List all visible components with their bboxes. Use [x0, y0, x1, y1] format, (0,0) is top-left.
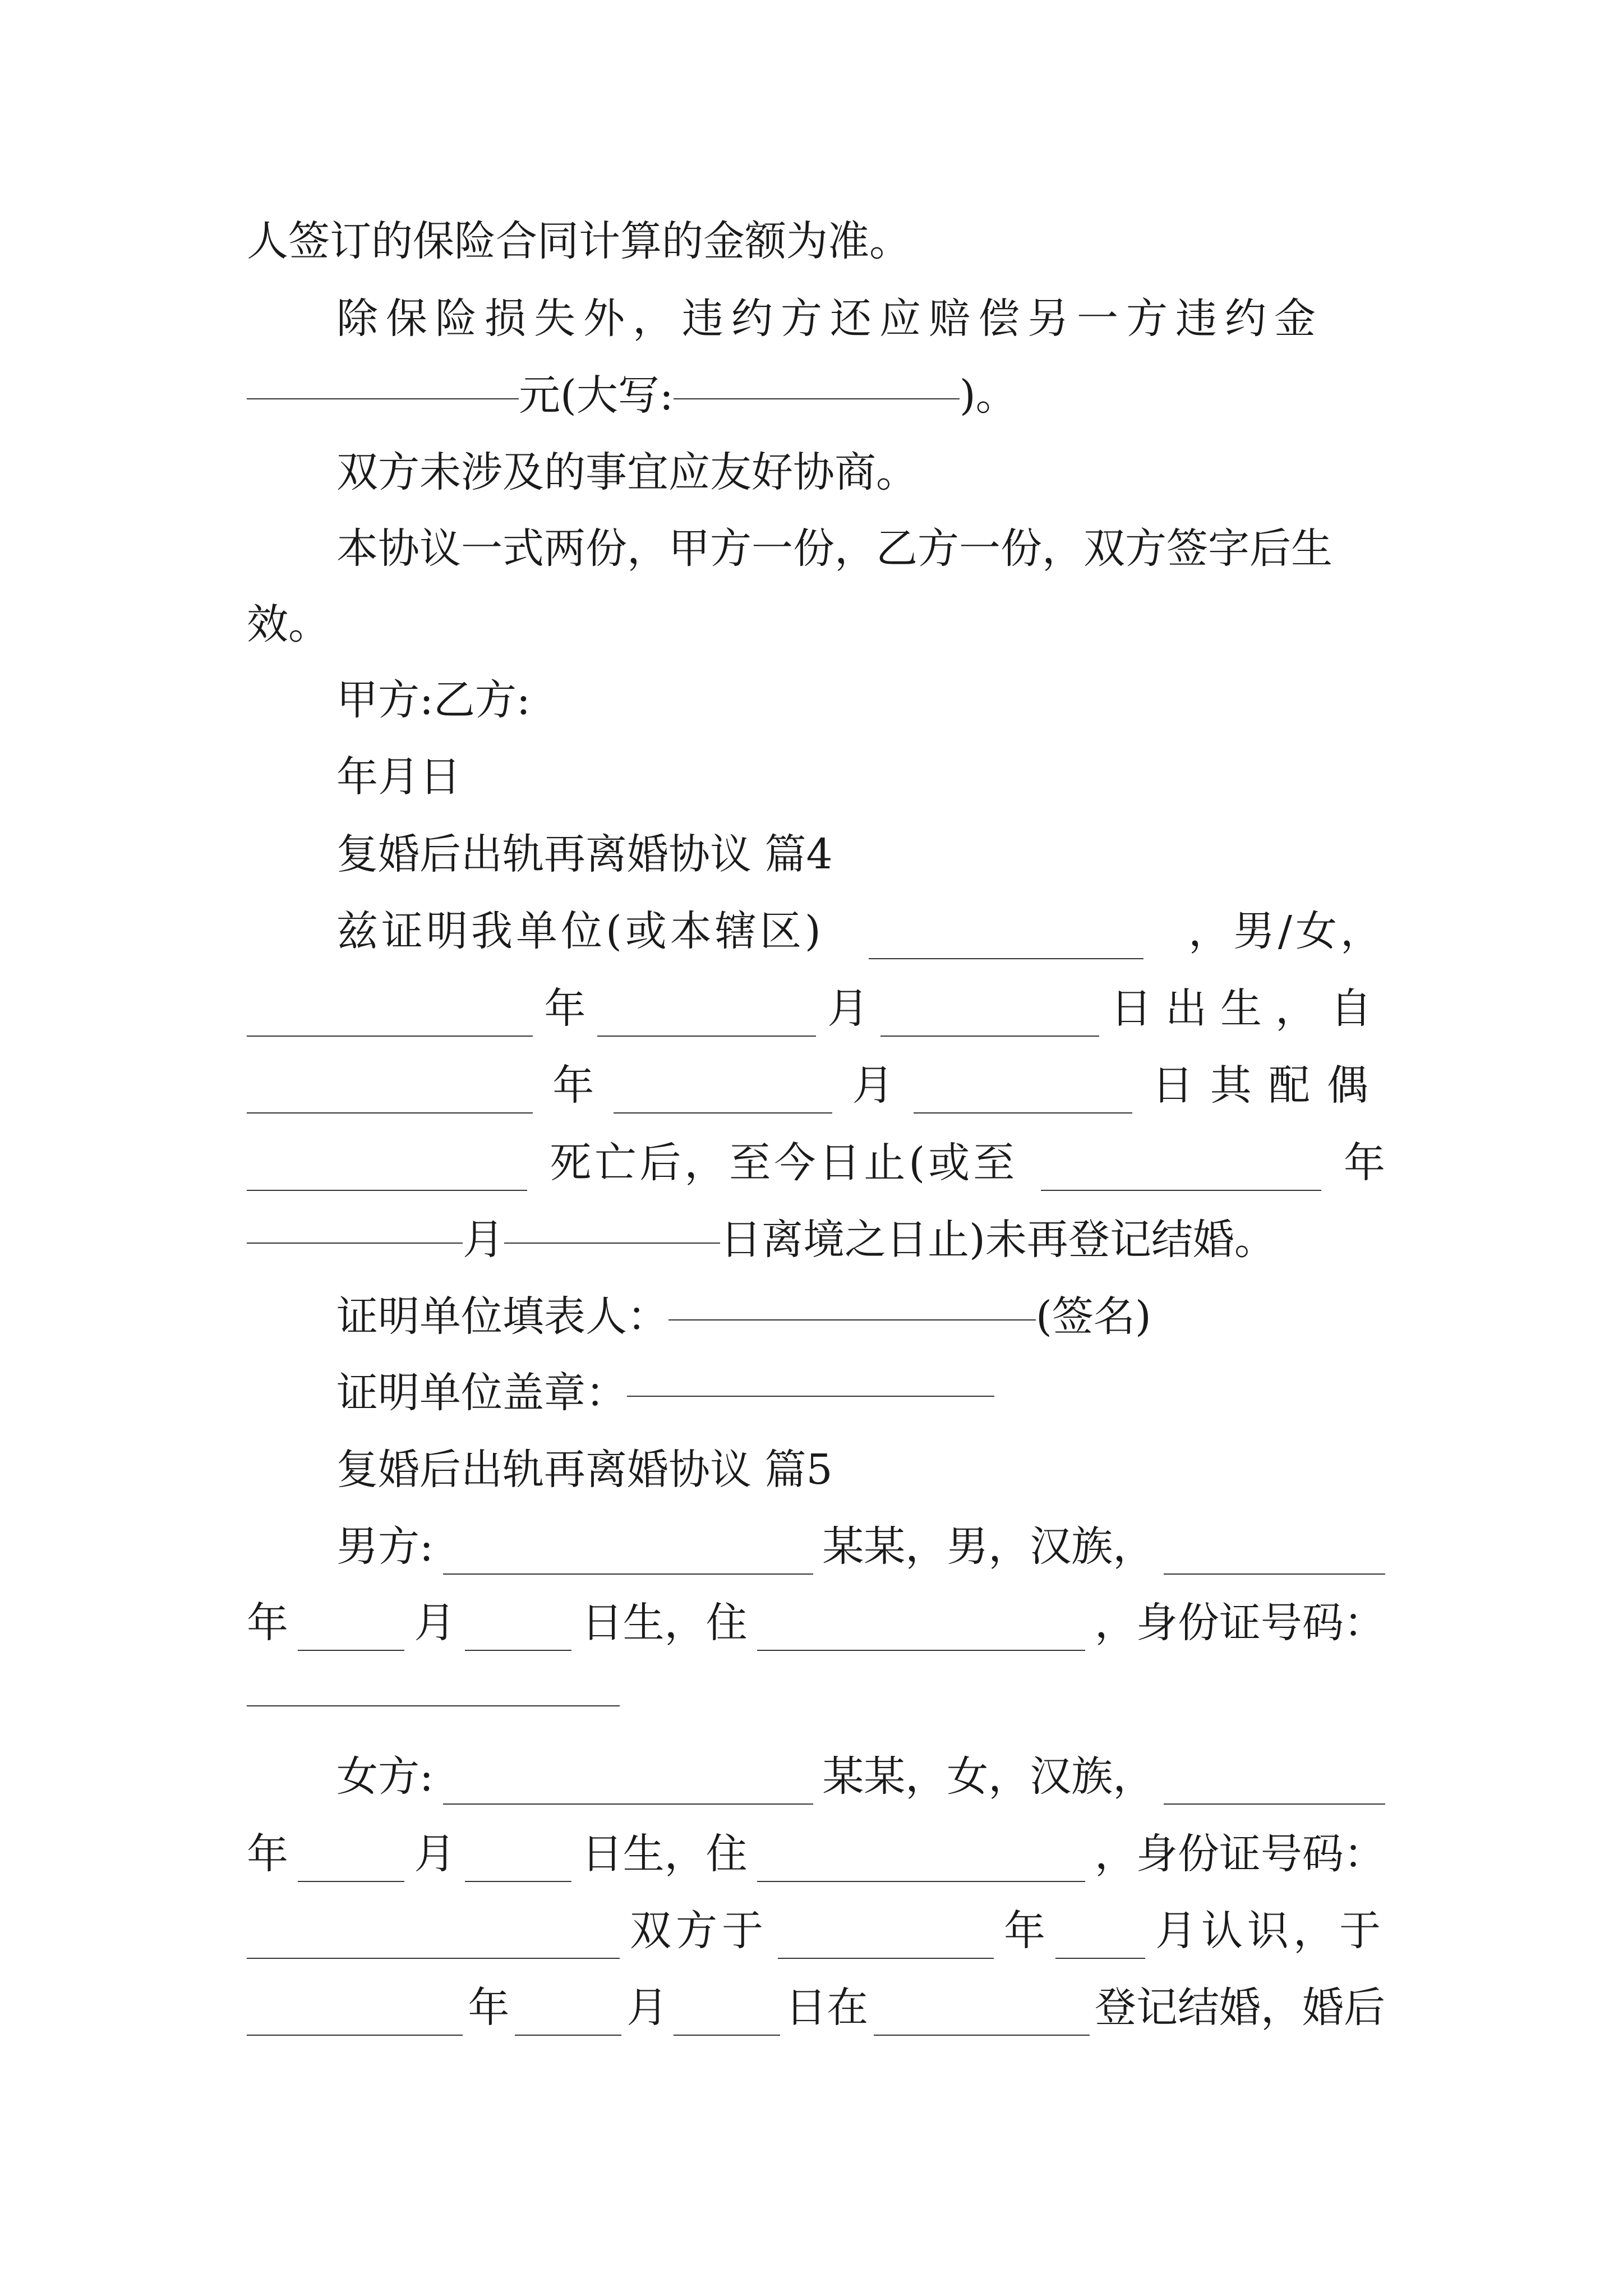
blank-line	[298, 1881, 404, 1882]
blank-line	[627, 1396, 994, 1397]
section-heading	[336, 1442, 1385, 1498]
text-line	[247, 1212, 1385, 1268]
line-text: 证明单位盖章：	[336, 1369, 627, 1417]
line-text: 日出生，自	[1110, 984, 1385, 1033]
line-text: 月认识，于	[1155, 1907, 1385, 1955]
line-text: 年	[544, 984, 586, 1033]
blank-line	[247, 1190, 527, 1191]
line-text: 除保险损失外，违约方还应赔偿另一方违约金	[336, 295, 1324, 343]
text-line	[336, 1289, 1385, 1345]
text-line	[247, 1826, 1385, 1882]
blank-line	[504, 1243, 720, 1244]
line-text: 月	[414, 1599, 456, 1647]
line-text: 双方未涉及的事宜应友好协商。	[336, 448, 917, 496]
line-text: 日其配偶	[1151, 1061, 1385, 1110]
blank-line	[298, 1650, 404, 1651]
line-text: (签名)	[1036, 1292, 1151, 1341]
blank-line	[247, 1705, 620, 1706]
blank-line	[674, 398, 960, 399]
line-text: 年	[247, 1830, 288, 1878]
blank-line	[778, 1958, 994, 1959]
blank-line	[1164, 1573, 1385, 1575]
line-text: 年	[1344, 1139, 1385, 1187]
text-line	[336, 291, 1385, 347]
text-line	[336, 672, 1385, 728]
text-line	[247, 1595, 1385, 1651]
heading-text: 复婚后出轨再离婚协议 篇4	[336, 830, 833, 878]
blank-line	[247, 2035, 463, 2036]
blank-line	[614, 1112, 832, 1114]
line-text: 月	[463, 1216, 504, 1264]
blank-line	[247, 1243, 463, 1244]
blank-line	[1041, 1190, 1321, 1191]
blank-line	[880, 1036, 1099, 1037]
blank-line	[914, 1112, 1132, 1114]
text-line	[247, 1057, 1385, 1114]
text-line	[247, 596, 1385, 652]
blank-line	[443, 1573, 813, 1575]
blank-line	[247, 1036, 533, 1037]
blank-line	[869, 958, 1144, 959]
line-text: 年	[468, 1984, 510, 2032]
line-text: 年	[247, 1599, 288, 1647]
text-line	[336, 903, 1385, 959]
blank-line	[674, 2035, 780, 2036]
line-text: 月	[626, 1984, 668, 2032]
line-text: 人签订的保险合同计算的金额为准。	[247, 217, 911, 265]
line-text: 日在	[785, 1984, 869, 2032]
line-text: 月	[827, 984, 869, 1033]
line-text: 女方:	[336, 1752, 434, 1801]
text-line	[247, 1980, 1385, 2036]
blank-line	[443, 1803, 813, 1805]
blank-line	[757, 1881, 1085, 1882]
text-line	[247, 1135, 1385, 1191]
line-text: ，身份证号码：	[1094, 1830, 1385, 1878]
text-line	[247, 981, 1385, 1037]
line-text: 年	[552, 1061, 594, 1110]
line-text: 日生，住	[581, 1599, 748, 1647]
line-text: 男方:	[336, 1522, 434, 1571]
line-text: 双方于	[630, 1907, 768, 1955]
blank-line	[757, 1650, 1085, 1651]
line-text: )。	[959, 371, 1017, 420]
text-line	[247, 213, 1385, 269]
line-text: 月	[852, 1061, 894, 1110]
heading-text: 复婚后出轨再离婚协议 篇5	[336, 1446, 833, 1494]
text-line	[336, 749, 1385, 805]
line-text: 效。	[247, 600, 330, 648]
blank-line	[874, 2035, 1090, 2036]
text-line	[247, 1674, 1385, 1731]
text-line	[336, 521, 1385, 577]
blank-line	[1055, 1958, 1145, 1959]
line-text: 死亡后，至今日止(或至	[550, 1139, 1018, 1187]
line-text: 本协议一式两份，甲方一份，乙方一份，双方签字后生	[336, 524, 1332, 573]
line-text: 登记结婚，婚后	[1094, 1984, 1385, 2032]
line-text: 月	[414, 1830, 456, 1878]
text-line	[247, 367, 1385, 424]
blank-line	[247, 1958, 620, 1959]
blank-line	[247, 1112, 533, 1114]
blank-line	[515, 2035, 621, 2036]
blank-line	[465, 1881, 571, 1882]
line-text: 日生，住	[581, 1830, 748, 1878]
line-text: 甲方:乙方:	[336, 676, 531, 724]
text-line	[336, 1749, 1385, 1805]
line-text: 日离境之日止)未再登记结婚。	[720, 1216, 1276, 1264]
blank-line	[247, 398, 519, 399]
text-line	[336, 1519, 1385, 1575]
blank-line	[465, 1650, 571, 1651]
text-line	[247, 1903, 1385, 1959]
section-heading	[336, 826, 1385, 882]
line-text: ，身份证号码：	[1094, 1599, 1385, 1647]
line-text: ，男/女，	[1188, 907, 1385, 955]
line-text: 兹证明我单位(或本辖区)	[336, 907, 824, 955]
line-text: 年	[1004, 1907, 1045, 1955]
line-text: 证明单位填表人：	[336, 1292, 668, 1341]
line-text: 某某，男，汉族，	[822, 1522, 1155, 1571]
line-text: 年月日	[336, 753, 461, 801]
blank-line	[668, 1319, 1036, 1320]
blank-line	[597, 1036, 816, 1037]
line-text: 某某，女，汉族，	[822, 1752, 1155, 1801]
blank-line	[1164, 1803, 1385, 1805]
text-line	[336, 1365, 1385, 1421]
text-line	[336, 444, 1385, 500]
line-text: 元(大写:	[519, 371, 674, 420]
